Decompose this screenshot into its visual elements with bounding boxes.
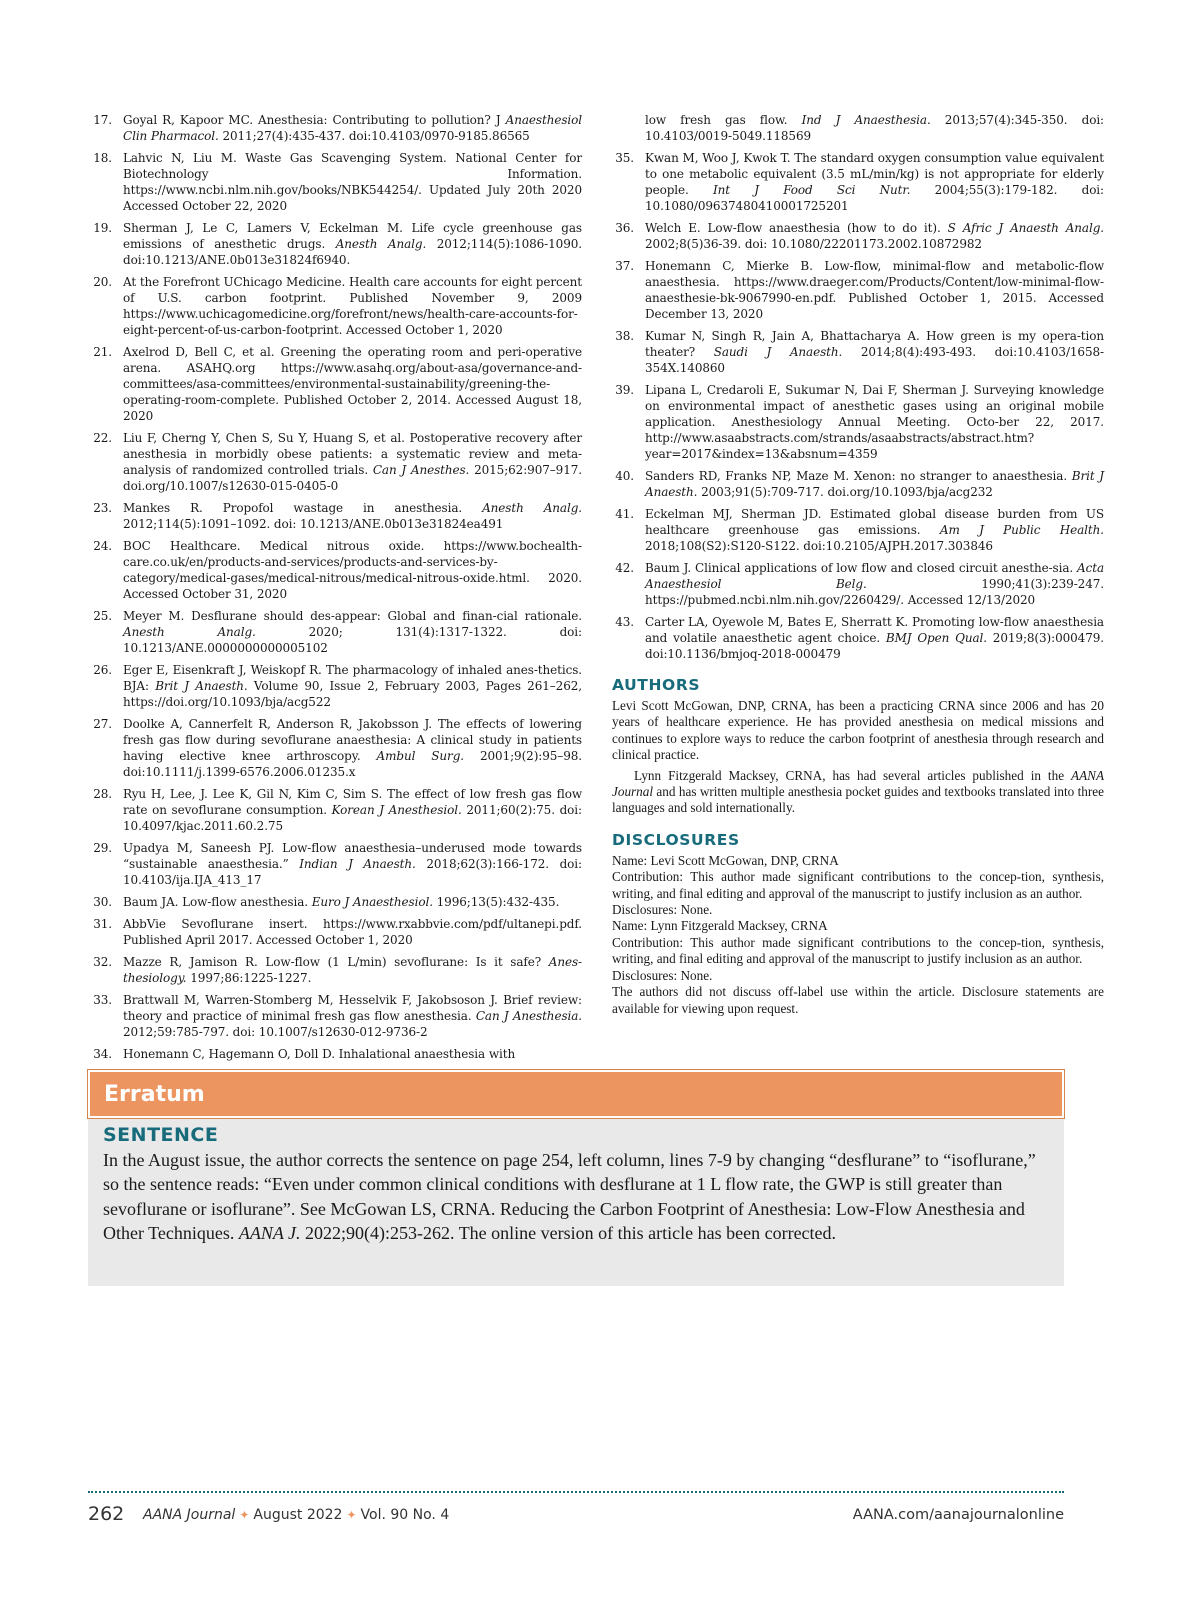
- footer-divider: [88, 1491, 1064, 1493]
- reference-item: [612, 614, 1104, 662]
- disclosure-line: Contribution: This author made significant contributions to the concep-tion, synthesis, writing, and final editing and approval of the manuscript to justify inclusion as an author.: [612, 934, 1104, 967]
- reference-item: [612, 328, 1104, 376]
- reference-list-right: [612, 112, 1104, 662]
- erratum-body: In the August issue, the author corrects the sentence on page 254, left column, lines 7-9 by changing “desflurane” to “isoflurane,” so the sentence reads: “Even under common clinical conditions with desflurane at 1 L flow rate, the GWP is still greater than sevoflurane or isoflurane”. See McGowan LS, CRNA. Reducing the Carbon Footprint of Anesthesia: Low-Flow Anesthesia and Other Techniques. AANA J. 2022;90(4):253-262. The online version of this article has been corrected.: [103, 1150, 1036, 1243]
- reference-number: 30.: [93, 895, 112, 909]
- reference-number: 32.: [93, 955, 112, 969]
- disclosure-line: The authors did not discuss off-label use within the article. Disclosure statements are available for viewing upon request.: [612, 984, 1104, 1016]
- reference-item: [612, 150, 1104, 214]
- reference-number: 28.: [93, 787, 112, 801]
- reference-journal: Indian J Anaesth.: [299, 857, 416, 871]
- disclosures-heading: DISCLOSURES: [612, 830, 740, 849]
- reference-item: [90, 344, 582, 424]
- reference-text: Honemann C, Mierke B. Low-flow, minimal-flow and metabolic-flow anaesthesia. https://www.draeger.com/Products/Content/low-minimal-flow-anaesthesie-bk-9067990-en.pdf. Published October 1, 2015. Accessed December 13, 2020: [645, 259, 1104, 321]
- reference-text: 2002;8(5)36-39. doi: 10.1080/22201173.2002.10872982: [645, 237, 982, 251]
- reference-journal: Acta Anaesthesiol Belg.: [645, 561, 1104, 591]
- reference-number: 34.: [93, 1047, 112, 1061]
- reference-text: low fresh gas flow.: [645, 113, 802, 127]
- reference-text: 2011;60(2):75. doi: 10.4097/kjac.2011.60.2.75: [123, 803, 582, 833]
- reference-text: Kwan M, Woo J, Kwok T. The standard oxygen consumption value equivalent to one metabolic equivalent (3.5 mL/min/kg) is not appropriate for elderly people.: [645, 151, 1104, 197]
- page-number: 262: [88, 1503, 125, 1525]
- reference-text: Upadya M, Saneesh PJ. Low-flow anaesthesia–underused mode towards “sustainable anaesthesia.”: [123, 841, 582, 871]
- reference-text: 2001;9(2):95–98. doi:10.1111/j.1399-6576.2006.01235.x: [123, 749, 582, 779]
- reference-journal: Anes-thesiology.: [123, 955, 582, 985]
- reference-journal: Anesth Analg.: [123, 625, 256, 639]
- reference-number: 24.: [93, 539, 112, 553]
- authors-heading: AUTHORS: [612, 676, 701, 694]
- reference-text: Carter LA, Oyewole M, Bates E, Sherratt K. Promoting low-flow anaesthesia and volatile anaesthetic agent choice.: [645, 615, 1104, 645]
- reference-text: Welch E. Low-flow anaesthesia (how to do it).: [645, 221, 948, 235]
- journal-abbrev: AANA J.: [238, 1222, 301, 1243]
- reference-text: Sanders RD, Franks NP, Maze M. Xenon: no stranger to anaesthesia.: [645, 469, 1072, 483]
- author-bio-2: Lynn Fitzgerald Macksey, CRNA, has had several articles published in the AANA Journal and has written multiple anesthesia pocket guides and textbooks translated into three languages and sold internationally.: [612, 767, 1104, 816]
- reference-text: At the Forefront UChicago Medicine. Health care accounts for eight percent of U.S. carbon footprint. Published November 9, 2009 https://www.uchicagomedicine.org/forefront/news/health-care-accounts-for-eight-percent-of-us-carbon-footprint. Accessed October 1, 2020: [123, 275, 582, 337]
- reference-text: 1990;41(3):239-247. https://pubmed.ncbi.nlm.nih.gov/2260429/. Accessed 12/13/2020: [645, 577, 1104, 607]
- reference-number: 39.: [615, 383, 634, 397]
- reference-journal: Anesth Analg.: [335, 237, 427, 251]
- reference-text: 1996;13(5):432-435.: [432, 895, 560, 909]
- reference-text: 1997;86:1225-1227.: [186, 971, 312, 985]
- reference-text: 2019;8(3):000479. doi:10.1136/bmjoq-2018-000479: [645, 631, 1104, 661]
- footer-citation: [143, 1507, 449, 1523]
- reference-journal: Ind J Anaesthesia.: [801, 113, 931, 127]
- footer-website-link[interactable]: AANA.com/aanajournalonline: [852, 1507, 1064, 1523]
- disclosure-line: Disclosures: None.: [612, 902, 713, 918]
- reference-text: Volume 90, Issue 2, February 2003, Pages 261–262, https://doi.org/10.1093/bja/acg522: [123, 679, 582, 709]
- reference-journal: Brit J Anaesth.: [645, 469, 1104, 499]
- reference-item: [612, 560, 1104, 608]
- reference-journal: Int J Food Sci Nutr.: [713, 183, 911, 197]
- disclosure-line: Name: Levi Scott McGowan, DNP, CRNA: [612, 852, 839, 868]
- references-column-left: [90, 112, 582, 1068]
- reference-item: [90, 274, 582, 338]
- reference-text: 2013;57(4):345-350. doi: 10.4103/0019-5049.118569: [645, 113, 1104, 143]
- reference-text: 2012;114(5):1091–1092. doi: 10.1213/ANE.0b013e31824ea491: [123, 517, 504, 531]
- reference-number: 42.: [615, 561, 634, 575]
- reference-list-left: [90, 112, 582, 1062]
- reference-text: Axelrod D, Bell C, et al. Greening the operating room and peri-operative arena. ASAHQ.org https://www.asahq.org/about-asa/governance-and-committees/asa-committees/environmental-sustainability/greening-the-operating-room-complete. Published October 2, 2014. Accessed August 18, 2020: [123, 345, 582, 423]
- reference-number: 37.: [615, 259, 634, 273]
- reference-item: [612, 258, 1104, 322]
- separator-icon: ✦: [239, 1508, 250, 1522]
- reference-number: 35.: [615, 151, 634, 165]
- reference-text: 2015;62:907–917. doi.org/10.1007/s12630-015-0405-0: [123, 463, 582, 493]
- reference-text: AbbVie Sevoflurane insert. https://www.rxabbvie.com/pdf/ultanepi.pdf. Published April 2017. Accessed October 1, 2020: [123, 917, 582, 947]
- references-column-right: [612, 112, 1104, 1017]
- reference-journal: Can J Anesthes.: [372, 463, 470, 477]
- reference-text: Liu F, Cherng Y, Chen S, Su Y, Huang S, et al. Postoperative recovery after anesthesia in morbidly obese patients: a systematic review and meta-analysis of randomized controlled trials.: [123, 431, 582, 477]
- reference-item: [90, 840, 582, 888]
- disclosure-line: Disclosures: None.: [612, 967, 713, 983]
- reference-text: 2003;91(5):709-717. doi.org/10.1093/bja/acg232: [697, 485, 993, 499]
- disclosure-line: Contribution: This author made significant contributions to the concep-tion, synthesis, writing, and final editing and approval of the manuscript to justify inclusion as an author.: [612, 869, 1104, 901]
- reference-number: 26.: [93, 663, 112, 677]
- reference-item: [612, 220, 1104, 252]
- reference-journal: Ambul Surg.: [376, 749, 464, 763]
- journal-name: AANA Journal: [612, 767, 1104, 800]
- reference-number: 40.: [615, 469, 634, 483]
- reference-text: Baum J. Clinical applications of low flow and closed circuit anesthe-sia.: [645, 561, 1078, 575]
- reference-journal: Can J Anesthesia.: [475, 1009, 583, 1023]
- reference-item: [90, 1046, 582, 1062]
- reference-journal: Saudi J Anaesth.: [713, 345, 843, 359]
- erratum-box: [88, 1070, 1064, 1286]
- reference-item: [90, 608, 582, 656]
- reference-item: [90, 538, 582, 602]
- reference-item: [612, 468, 1104, 500]
- reference-item: [612, 112, 1104, 144]
- reference-item: [612, 506, 1104, 554]
- authors-section: [612, 676, 1104, 817]
- reference-text: 2012;114(5):1086-1090. doi:10.1213/ANE.0b013e31824f6940.: [123, 237, 582, 267]
- reference-text: Meyer M. Desflurane should des-appear: Global and finan-cial rationale.: [123, 609, 582, 623]
- erratum-title: Erratum: [104, 1082, 205, 1107]
- reference-number: 41.: [615, 507, 634, 521]
- reference-journal: Anaesthesiol Clin Pharmacol.: [123, 113, 582, 143]
- reference-number: 31.: [93, 917, 112, 931]
- reference-journal: BMJ Open Qual.: [885, 631, 987, 645]
- reference-item: [90, 716, 582, 780]
- reference-text: Eger E, Eisenkraft J, Weiskopf R. The pharmacology of inhaled anes-thetics. BJA:: [123, 663, 582, 693]
- reference-item: [90, 150, 582, 214]
- footer-date: August 2022: [253, 1507, 343, 1523]
- reference-number: 17.: [93, 113, 112, 127]
- reference-number: 22.: [93, 431, 112, 445]
- disclosure-line: Name: Lynn Fitzgerald Macksey, CRNA: [612, 918, 828, 934]
- reference-item: [612, 382, 1104, 462]
- reference-number: 20.: [93, 275, 112, 289]
- reference-item: [90, 112, 582, 144]
- reference-number: 29.: [93, 841, 112, 855]
- reference-text: Lahvic N, Liu M. Waste Gas Scavenging System. National Center for Biotechnology Information. https://www.ncbi.nlm.nih.gov/books/NBK544254/. Updated July 20th 2020 Accessed October 22, 2020: [123, 151, 582, 213]
- reference-text: Doolke A, Cannerfelt R, Anderson R, Jakobsson J. The effects of lowering fresh gas flow during sevoflurane anaesthesia: A clinical study in patients having elective knee arthroscopy.: [123, 717, 582, 763]
- reference-journal: Anesth Analg.: [482, 501, 583, 515]
- reference-journal: Am J Public Health.: [939, 523, 1104, 537]
- reference-journal: S Afric J Anaesth Analg.: [947, 221, 1104, 235]
- reference-number: 33.: [93, 993, 112, 1007]
- reference-number: 38.: [615, 329, 634, 343]
- reference-journal: Korean J Anesthesiol.: [331, 803, 462, 817]
- reference-text: Honemann C, Hagemann O, Doll D. Inhalational anaesthesia with: [123, 1047, 516, 1061]
- reference-item: [90, 954, 582, 986]
- reference-item: [90, 916, 582, 948]
- disclosures-section: [612, 831, 1104, 1017]
- reference-item: [90, 894, 582, 910]
- reference-item: [90, 430, 582, 494]
- erratum-subtitle: SENTENCE: [103, 1124, 219, 1146]
- reference-number: 36.: [615, 221, 634, 235]
- author-bio-1: Levi Scott McGowan, DNP, CRNA, has been a practicing CRNA since 2006 and has 20 years of healthcare experience. He has provided anesthesia on medical missions and continues to explore ways to reduce the carbon footprint of anesthesia through research and clinical practice.: [612, 698, 1104, 763]
- reference-text: 2020; 131(4):1317-1322. doi: 10.1213/ANE.0000000000005102: [123, 625, 582, 655]
- reference-text: Mazze R, Jamison R. Low-flow (1 L/min) sevoflurane: Is it safe?: [123, 955, 549, 969]
- footer-volume: Vol. 90 No. 4: [360, 1507, 450, 1523]
- reference-text: 2018;108(S2):S120-S122. doi:10.2105/AJPH.2017.303846: [645, 539, 993, 553]
- reference-text: Eckelman MJ, Sherman JD. Estimated global disease burden from US healthcare greenhouse gas emissions.: [645, 507, 1104, 537]
- separator-icon: ✦: [346, 1508, 357, 1522]
- erratum-title-bar: [88, 1070, 1064, 1118]
- reference-number: 27.: [93, 717, 112, 731]
- reference-item: [90, 500, 582, 532]
- reference-number: 21.: [93, 345, 112, 359]
- reference-text: 2014;8(4):493-493. doi:10.4103/1658-354X.140860: [645, 345, 1104, 375]
- reference-item: [90, 662, 582, 710]
- reference-text: BOC Healthcare. Medical nitrous oxide. https://www.bochealth-care.co.uk/en/products-and-services/products-and-services-by-category/medical-gases/medical-nitrous/medical-nitrous-oxide.html. 2020. Accessed October 31, 2020: [123, 539, 582, 601]
- reference-text: 2018;62(3):166-172. doi: 10.4103/ija.IJA_413_17: [123, 857, 582, 887]
- page-footer: [88, 1503, 1064, 1533]
- reference-text: Baum JA. Low-flow anesthesia.: [123, 895, 312, 909]
- reference-text: Kumar N, Singh R, Jain A, Bhattacharya A. How green is my opera-tion theater?: [645, 329, 1104, 359]
- reference-item: [90, 992, 582, 1040]
- reference-text: Mankes R. Propofol wastage in anesthesia.: [123, 501, 483, 515]
- reference-text: Lipana L, Credaroli E, Sukumar N, Dai F, Sherman J. Surveying knowledge on environmental impact of anesthetic gases using an original mobile application. Anesthesiology Annual Meeting. Octo-ber 22, 2017. http://www.asaabstracts.com/strands/asaabstracts/abstract.htm?year=2017&index=13&absnum=4359: [645, 383, 1104, 461]
- reference-text: 2012;59:785-797. doi: 10.1007/s12630-012-9736-2: [123, 1025, 428, 1039]
- reference-text: Ryu H, Lee, J. Lee K, Gil N, Kim C, Sim S. The effect of low fresh gas flow rate on sevoflurane consumption.: [123, 787, 582, 817]
- reference-number: 43.: [615, 615, 634, 629]
- reference-item: [90, 786, 582, 834]
- reference-number: 19.: [93, 221, 112, 235]
- footer-journal: AANA Journal: [143, 1507, 236, 1523]
- reference-item: [90, 220, 582, 268]
- reference-text: Goyal R, Kapoor MC. Anesthesia: Contributing to pollution? J: [123, 113, 506, 127]
- reference-text: Sherman J, Le C, Lamers V, Eckelman M. Life cycle greenhouse gas emissions of anesthetic drugs.: [123, 221, 582, 251]
- reference-number: 23.: [93, 501, 112, 515]
- reference-text: Brattwall M, Warren-Stomberg M, Hesselvik F, Jakobsoson J. Brief review: theory and practice of minimal fresh gas flow anesthesia.: [123, 993, 582, 1023]
- reference-journal: Brit J Anaesth.: [155, 679, 248, 693]
- reference-number: 25.: [93, 609, 112, 623]
- reference-text: 2004;55(3):179-182. doi: 10.1080/09637480410001725201: [645, 183, 1104, 213]
- reference-journal: Euro J Anaesthesiol.: [311, 895, 433, 909]
- reference-number: 18.: [93, 151, 112, 165]
- reference-text: 2011;27(4):435-437. doi:10.4103/0970-9185.86565: [218, 129, 530, 143]
